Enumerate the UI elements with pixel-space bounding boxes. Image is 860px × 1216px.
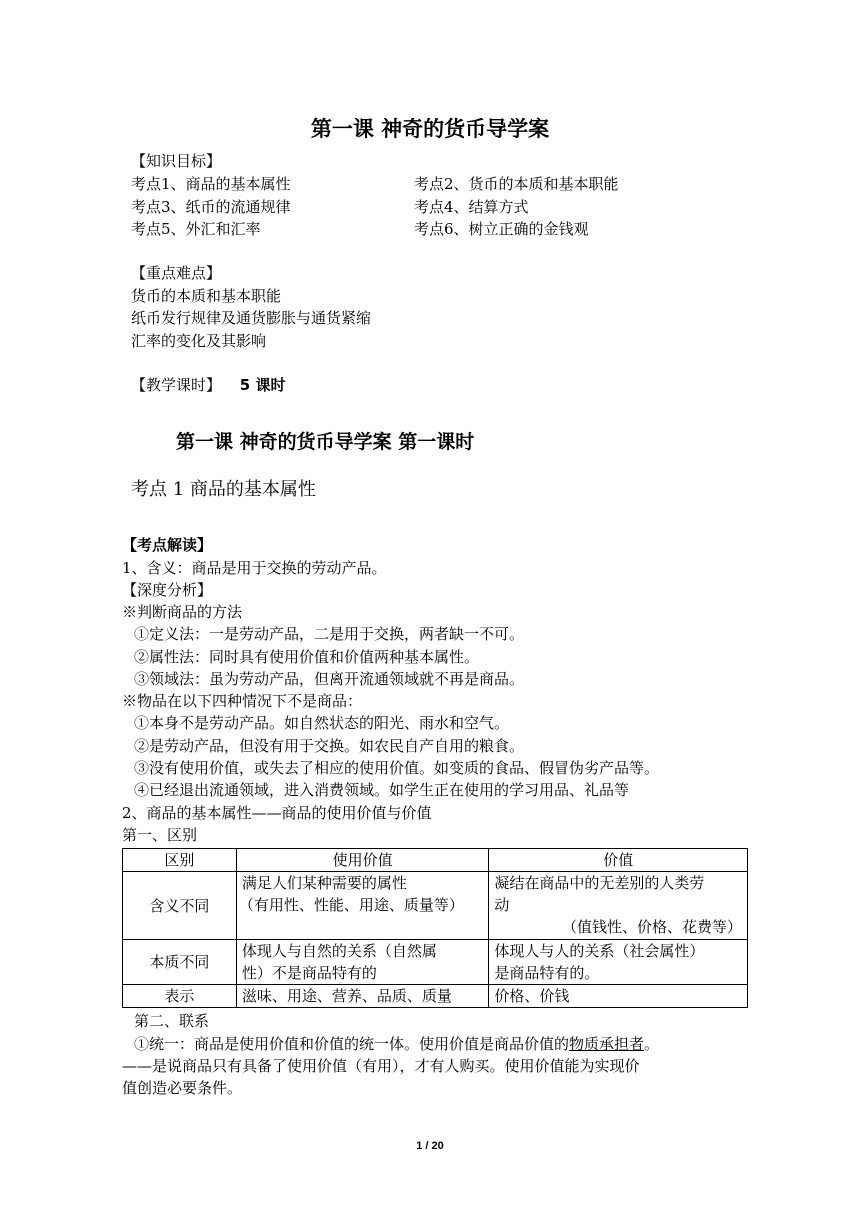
link-line: 值创造必要条件。 (122, 1079, 243, 1097)
cell-line: 满足人们某种需要的属性 (241, 874, 407, 892)
link-heading: 第二、联系 (134, 1012, 210, 1030)
row-label: 表示 (123, 985, 237, 1008)
link-line: ——是说商品只有具备了使用价值（有用），才有人购买。使用价值能为实现价 (122, 1057, 640, 1075)
difference-heading: 第一、区别 (122, 826, 198, 844)
use-value-cell: 滋味、用途、营养、品质、质量 (236, 985, 489, 1008)
cell-line: 是商品特有的。 (494, 964, 600, 982)
goal-item: 考点3、纸币的流通规律 (131, 198, 291, 216)
link-line (134, 1033, 659, 1055)
topic-heading: 考点 1 商品的基本属性 (131, 479, 316, 500)
value-cell (489, 872, 748, 940)
class-hours-value: 5 课时 (239, 376, 286, 394)
not-goods-item: ①本身不是劳动产品。如自然状态的阳光、雨水和空气。 (134, 714, 510, 732)
definition-line: 1、含义：商品是用于交换的劳动产品。 (122, 559, 387, 577)
key-point-item: 货币的本质和基本职能 (131, 287, 282, 305)
interpretation-heading: 【考点解读】 (122, 536, 213, 554)
analysis-heading: 【深度分析】 (122, 581, 213, 599)
class-hours-label: 【教学课时】 (131, 376, 222, 394)
use-value-cell (236, 940, 489, 985)
table-header-cell: 价值 (489, 849, 748, 872)
judge-item: ①定义法：一是劳动产品，二是用于交换，两者缺一不可。 (134, 625, 525, 643)
value-cell: 价格、价钱 (489, 985, 748, 1008)
table-row (123, 985, 748, 1008)
table-header-cell: 区别 (123, 849, 237, 872)
page-title: 第一课 神奇的货币导学案 (310, 117, 550, 141)
cell-line: 性）不是商品特有的 (241, 964, 377, 982)
table-row (123, 872, 748, 940)
row-label: 含义不同 (123, 872, 237, 940)
comparison-table (122, 848, 748, 1008)
table-header-cell: 使用价值 (236, 849, 489, 872)
value-cell (489, 940, 748, 985)
judge-heading: ※判断商品的方法 (122, 603, 243, 621)
class-hours (131, 374, 285, 396)
judge-item: ③领域法：虽为劳动产品，但离开流通领域就不再是商品。 (134, 670, 525, 688)
not-goods-item: ③没有使用价值，或失去了相应的使用价值。如变质的食品、假冒伪劣产品等。 (134, 759, 660, 777)
cell-line: 体现人与自然的关系（自然属 (241, 942, 437, 960)
cell-line: （有用性、性能、用途、质量等） (238, 896, 464, 914)
table-row (123, 940, 748, 985)
table-header-row (123, 849, 748, 872)
key-points-heading: 【重点难点】 (131, 264, 222, 282)
use-value-cell (236, 872, 489, 940)
underlined-term: 物质承担者 (569, 1035, 645, 1053)
row-label: 本质不同 (123, 940, 237, 985)
goal-item: 考点2、货币的本质和基本职能 (414, 175, 619, 193)
cell-line: 体现人与人的关系（社会属性） (494, 942, 705, 960)
goal-item: 考点6、树立正确的金钱观 (414, 220, 589, 238)
not-goods-heading: ※物品在以下四种情况下不是商品： (122, 692, 363, 710)
knowledge-goals-heading: 【知识目标】 (131, 152, 222, 170)
cell-line: 凝结在商品中的无差别的人类劳 (494, 874, 705, 892)
cell-line: （值钱性、价格、花费等） (561, 918, 742, 936)
not-goods-item: ④已经退出流通领域，进入消费领域。如学生正在使用的学习用品、礼品等 (134, 781, 630, 799)
cell-line: 动 (494, 896, 510, 914)
key-point-item: 纸币发行规律及通货膨胀与通货紧缩 (131, 309, 372, 327)
key-point-item: 汇率的变化及其影响 (131, 332, 267, 350)
goal-item: 考点4、结算方式 (414, 198, 529, 216)
goal-item: 考点1、商品的基本属性 (131, 175, 291, 193)
link-text: 。 (644, 1035, 660, 1053)
goal-item: 考点5、外汇和汇率 (131, 220, 261, 238)
link-text: ①统一：商品是使用价值和价值的统一体。使用价值是商品价值的 (134, 1035, 570, 1053)
judge-item: ②属性法：同时具有使用价值和价值两种基本属性。 (134, 648, 480, 666)
section-title: 第一课 神奇的货币导学案 第一课时 (176, 431, 475, 453)
page-number: 1 / 20 (416, 1140, 444, 1152)
not-goods-item: ②是劳动产品，但没有用于交换。如农民自产自用的粮食。 (134, 737, 525, 755)
attributes-line: 2、商品的基本属性——商品的使用价值与价值 (122, 804, 432, 822)
